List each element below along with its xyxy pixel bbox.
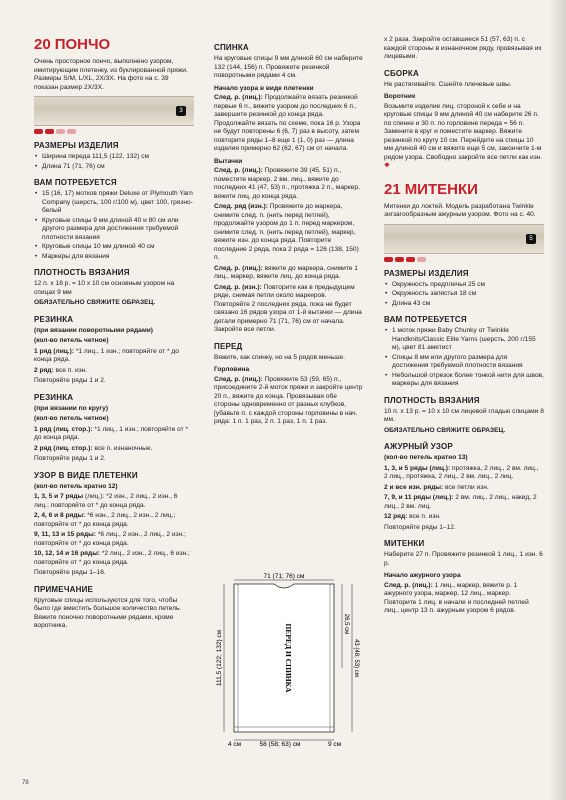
rib-flat-count: (кол-во петель четное) (34, 337, 109, 344)
right-column (384, 36, 544, 618)
pattern-name: ПОНЧО (54, 36, 111, 53)
bottom-right-label: 9 см (328, 741, 342, 748)
diagram-center-label: ПЕРЕД И СПИНКА (284, 623, 293, 693)
rib-round-row1: 1 ряд (лиц. стор.): *1 лиц., 1 изн.; повторяйте от * до конца ряда. (34, 425, 189, 441)
left-dimension-label: 111,5 (122; 132) см (216, 629, 223, 687)
schematic-diagram (214, 572, 364, 748)
subheading-darts: Вытачки (214, 157, 243, 165)
darts-row4: След. р. (изн.): Повторите как в предыдущем ряде, снимая петли около маркеров. Повторяйте 2 последних ряда, пока не будет связано 16 рядов узора от 1-й вытачки — длина детали примерно 71 (71, 76) см от начала. Закройте все петли. (214, 283, 362, 333)
section-heading-lace: АЖУРНЫЙ УЗОР (384, 442, 453, 451)
section-heading-braid: УЗОР В ВИДЕ ПЛЕТЕНКИ (34, 470, 138, 480)
braid-row1: 1, 3, 5 и 7 ряды (лиц.): *2 изн., 2 лиц., 2 изн., 6 лиц.; повторяйте от * до конца ряда. (34, 493, 178, 509)
section-heading-sizes: РАЗМЕРЫ ИЗДЕЛИЯ (34, 141, 119, 150)
rib-round-repeat: Повторяйте ряды 1 и 2. (34, 455, 106, 462)
top-dimension-label: 71 (71; 76) см (263, 573, 305, 580)
sizes-list (34, 153, 194, 171)
section-heading-mittens: МИТЕНКИ (384, 539, 425, 548)
gauge-warning: ОБЯЗАТЕЛЬНО СВЯЖИТЕ ОБРАЗЕЦ. (384, 426, 506, 434)
pattern-number: 21 (384, 180, 401, 198)
page-gutter-shadow (548, 0, 566, 800)
section-heading-materials: ВАМ ПОТРЕБУЕТСЯ (34, 178, 117, 187)
subheading-braid-start: Начало узора в виде плетенки (214, 84, 314, 92)
sizes-list (384, 281, 544, 309)
neckline-text: След. р. (лиц.): Провяжите 53 (59, 65) п., присоедините 2-й моток пряжи и закройте центр 20 п., вяжите до конца. Провязывая обе стороны одновременно от разных клубков, [убавьте п. с каждой стороны горловины в нач. ряда: 1 п. 1 раз, 2 п. 1 раз, 1 п. 1 раз. (214, 375, 363, 425)
lace-count: (кол-во петель кратно 13) (384, 454, 468, 461)
rib-round-row2: 2 ряд (лиц. стор.): все п. изнаночные. (34, 444, 153, 452)
section-heading-sizes: РАЗМЕРЫ ИЗДЕЛИЯ (384, 268, 469, 278)
section-heading-materials: ВАМ ПОТРЕБУЕТСЯ (384, 315, 467, 324)
skill-level-badge: 5 (526, 234, 536, 244)
rib-flat-row2: 2 ряд: все п. изн. (34, 366, 88, 374)
rib-round-count: (кол-во петель четное) (34, 415, 109, 422)
darts-row1: След. р. (лиц.): Провяжите 39 (45, 51) п., поместите маркер, 2 вм. лиц., вяжите до последних 41 (47, 53) п., протяжка 2 п., маркер, вяжите лиц. до конца ряда. (214, 167, 360, 200)
lace-row3: 7, 9, и 11 ряды (лиц.): 2 вм. лиц., 2 лиц., накид, 2 лиц., 2 вм. лиц. (384, 494, 537, 510)
intro-text: Очень просторное пончо, выполнено узором, имитирующим плетенку, из буклированной пряжи. Размеры S/M, L/XL, 2X/3X. На фото на с. 39 показан размер 2X/3X. (34, 58, 188, 91)
left-column (34, 36, 194, 633)
lace-row2: 2 и все изн. ряды: все петли изн. (384, 483, 489, 491)
pattern-title-poncho (34, 36, 194, 54)
list-item: • Окружность запястья 18 см (392, 290, 544, 299)
right-dimension-label-b: 43 (48; 53) см (353, 639, 359, 677)
section-heading-note: ПРИМЕЧАНИЕ (34, 584, 94, 594)
end-marker-icon: ❖ (384, 162, 390, 169)
garment-outline (234, 584, 334, 732)
section-heading-assembly: СБОРКА (384, 68, 419, 78)
middle-column (214, 36, 364, 429)
skill-level-badge: 3 (176, 106, 186, 116)
list-item: • Окружность предплечья 25 см (392, 281, 544, 290)
list-item: • Маркеры для вязания (42, 253, 194, 262)
list-item: • 15 (16, 17) мотков пряжи Deluxe от Plymouth Yarn Company (шерсть, 100 г/100 м), цвет 100, грязно-белый (42, 190, 194, 216)
collar-text: Возьмите изделие лиц. стороной к себе и на круговые спицы 9 мм длиной 40 см наберите 26 п. по спинке и 30 п. по горловине переда = 56 п. Замкните в круг и поместите маркер. Вяжите резинкой по кругу 10 см. Перейдите на спицы 10 мм длиной 40 см и вяжите еще 5 см, закончите 1-м рядом узора. Свободно закройте все петли как изн. ❖ (384, 102, 543, 169)
braid-repeat: Повторяйте ряды 1–16. (34, 569, 106, 576)
braid-row2: 2, 4, 6 и 8 ряды: *6 изн., 2 лиц., 2 изн., 2 лиц.; повторяйте от * до конца ряда. (34, 512, 176, 528)
pattern-number: 20 (34, 36, 51, 53)
list-item: • Длина 43 см (392, 300, 544, 309)
bottom-left-label: 4 см (228, 741, 242, 748)
braid-start-text: След. р. (лиц.): Продолжайте вязать резинкой первые 6 п., вяжите узором до последних 6 п., завершите резинкой до конца ряда. Продолжайте вязать по схеме, пока 16 р. Узора не будут повторены 6 (6, 7) раз в высоту, затем повторите ряды 1–8 еще 1 (1, 0) раз — длина изделия примерно 62 (62, 67) см от начала. (214, 94, 361, 152)
pattern-name: МИТЕНКИ (404, 180, 478, 198)
gauge-warning: ОБЯЗАТЕЛЬНО СВЯЖИТЕ ОБРАЗЕЦ. (34, 299, 156, 306)
list-item: • Небольшой отрезок более тонкой нити для швов, маркеры для вязания (392, 372, 544, 389)
pattern-title-mittens (384, 181, 544, 199)
assembly-text: Не растягивайте. Сшейте плечевые швы. (384, 80, 512, 88)
list-item: • Ширина переда 111,5 (122, 132) см (42, 153, 194, 162)
section-heading-rib-flat: РЕЗИНКА (34, 314, 74, 324)
mittens-text: Наберите 27 п. Провяжите резинкой 1 лиц., 1 изн. 6 р. (384, 551, 543, 567)
right-dimension-label-a: 26,5 см (343, 613, 349, 635)
difficulty-indicator (34, 129, 194, 134)
subheading-lace-start: Начало ажурного узора (384, 572, 461, 579)
note-text: Круговые спицы используются для того, чтобы было где вместить большое количество петель. Вяжите поночно поворотными рядами, кроме воротника. (34, 596, 182, 629)
lace-repeat: Повторяйте ряды 1–12. (384, 523, 456, 531)
intro-text: Митенки до локтей. Модель разработана Twinkle зигзагообразным ажурным узором. Фото на с. 40. (384, 202, 536, 218)
materials-list (34, 190, 194, 261)
bottom-mid-label: 58 (58; 63) см (259, 741, 301, 748)
section-heading-gauge: ПЛОТНОСТЬ ВЯЗАНИЯ (34, 268, 130, 277)
yarn-swatch-photo (34, 96, 194, 126)
lace-row1: 1, 3, и 5 ряды (лиц.): протяжка, 2 лиц., 2 вм. лиц., 2 лиц., протяжка, 2 лиц., 2 вм. лиц., 2 лиц. (384, 464, 539, 480)
section-heading-gauge: ПЛОТНОСТЬ ВЯЗАНИЯ (384, 395, 480, 405)
section-heading-back: СПИНКА (214, 43, 249, 52)
braid-row3: 9, 11, 13 и 15 ряды: *6 лиц., 2 изн., 2 лиц., 2 изн.; повторяйте от * до конца ряда. (34, 531, 186, 547)
section-heading-front: ПЕРЕД (214, 341, 243, 351)
gauge-text: 12 п. x 18 р. = 10 x 10 см основным узором на спицах 9 мм (34, 280, 175, 296)
neckline-continuation: x 2 раза. Закройте оставшиеся 51 (57, 63) п. с каждой стороны в изнаночном ряду, провязывая их лицевыми. (384, 36, 542, 60)
yarn-swatch-photo (384, 224, 544, 254)
rib-round-subtitle: (при вязании по кругу) (34, 404, 109, 412)
lace-start-text: След. р. (лиц.): 1 лиц., маркер, вяжите р. 1 ажурного узора, маркер, 12 лиц., маркер. Повторите 1 лиц. в начале и последней петлей лиц., центр 13 п. ажурным узором 6 рядов. (384, 581, 529, 614)
page-number: 78 (22, 780, 29, 786)
section-heading-rib-round: РЕЗИНКА (34, 392, 74, 402)
list-item: • Круговые спицы 9 мм длиной 40 и 80 см или другого размера для достижения требуемой плотности вязания (42, 217, 194, 243)
materials-list (384, 327, 544, 389)
front-text: Вяжите, как спинку, но на 5 рядов меньше. (214, 353, 345, 361)
rib-flat-subtitle: (при вязании поворотными рядами) (34, 326, 153, 334)
subheading-collar: Воротник (384, 93, 416, 100)
list-item: • Длина 71 (71, 76) см (42, 163, 194, 172)
list-item: • 1 моток пряжи Baby Chunky от Twinkle Handknits/Classic Elite Yarns (шерсть, 200 г/155 м), цвет 81 аметист (392, 327, 544, 353)
difficulty-indicator (384, 257, 544, 262)
list-item: • Спицы 8 мм или другого размера для достижения требуемой плотности вязания (392, 354, 544, 371)
braid-row4: 10, 12, 14 и 16 ряды: *2 лиц., 2 изн., 2 лиц., 6 изн.; повторяйте от * до конца ряда. (34, 550, 190, 566)
braid-count: (кол-во петель кратно 12) (34, 482, 118, 490)
list-item: • Круговые спицы 10 мм длиной 40 см (42, 243, 194, 252)
darts-row3: След. р. (лиц.): вяжите до маркера, снимите 1 лиц., маркер, вяжите лиц. до конца ряда. (214, 264, 358, 280)
lace-row4: 12 ряд: все п. изн. (384, 513, 441, 520)
back-text: На круговые спицы 9 мм длиной 60 см наберите 132 (144, 156) п. Провяжите резинкой поворотными рядами 4 см. (214, 55, 363, 79)
gauge-text: 10 п. x 13 р. = 10 x 10 см лицевой гладью спицами 8 мм. (384, 407, 544, 423)
rib-flat-row1: 1 ряд (лиц.): *1 лиц., 1 изн.; повторяйте от * до конца ряда. (34, 347, 179, 363)
subheading-neckline: Горловина (214, 366, 250, 373)
rib-flat-repeat: Повторяйте ряды 1 и 2. (34, 377, 106, 384)
darts-row2: След. ряд (изн.): Провяжите до маркера, снимите след. п. (нить перед петлей), продолжайте узором до 1 п. перед маркером, снимите след. п. (нить перед петлей), маркер, вяжите изн. до конца ряда. Повторите последние 2 ряда, пока 2 ряда = 126 (138, 150) п. (214, 203, 359, 261)
